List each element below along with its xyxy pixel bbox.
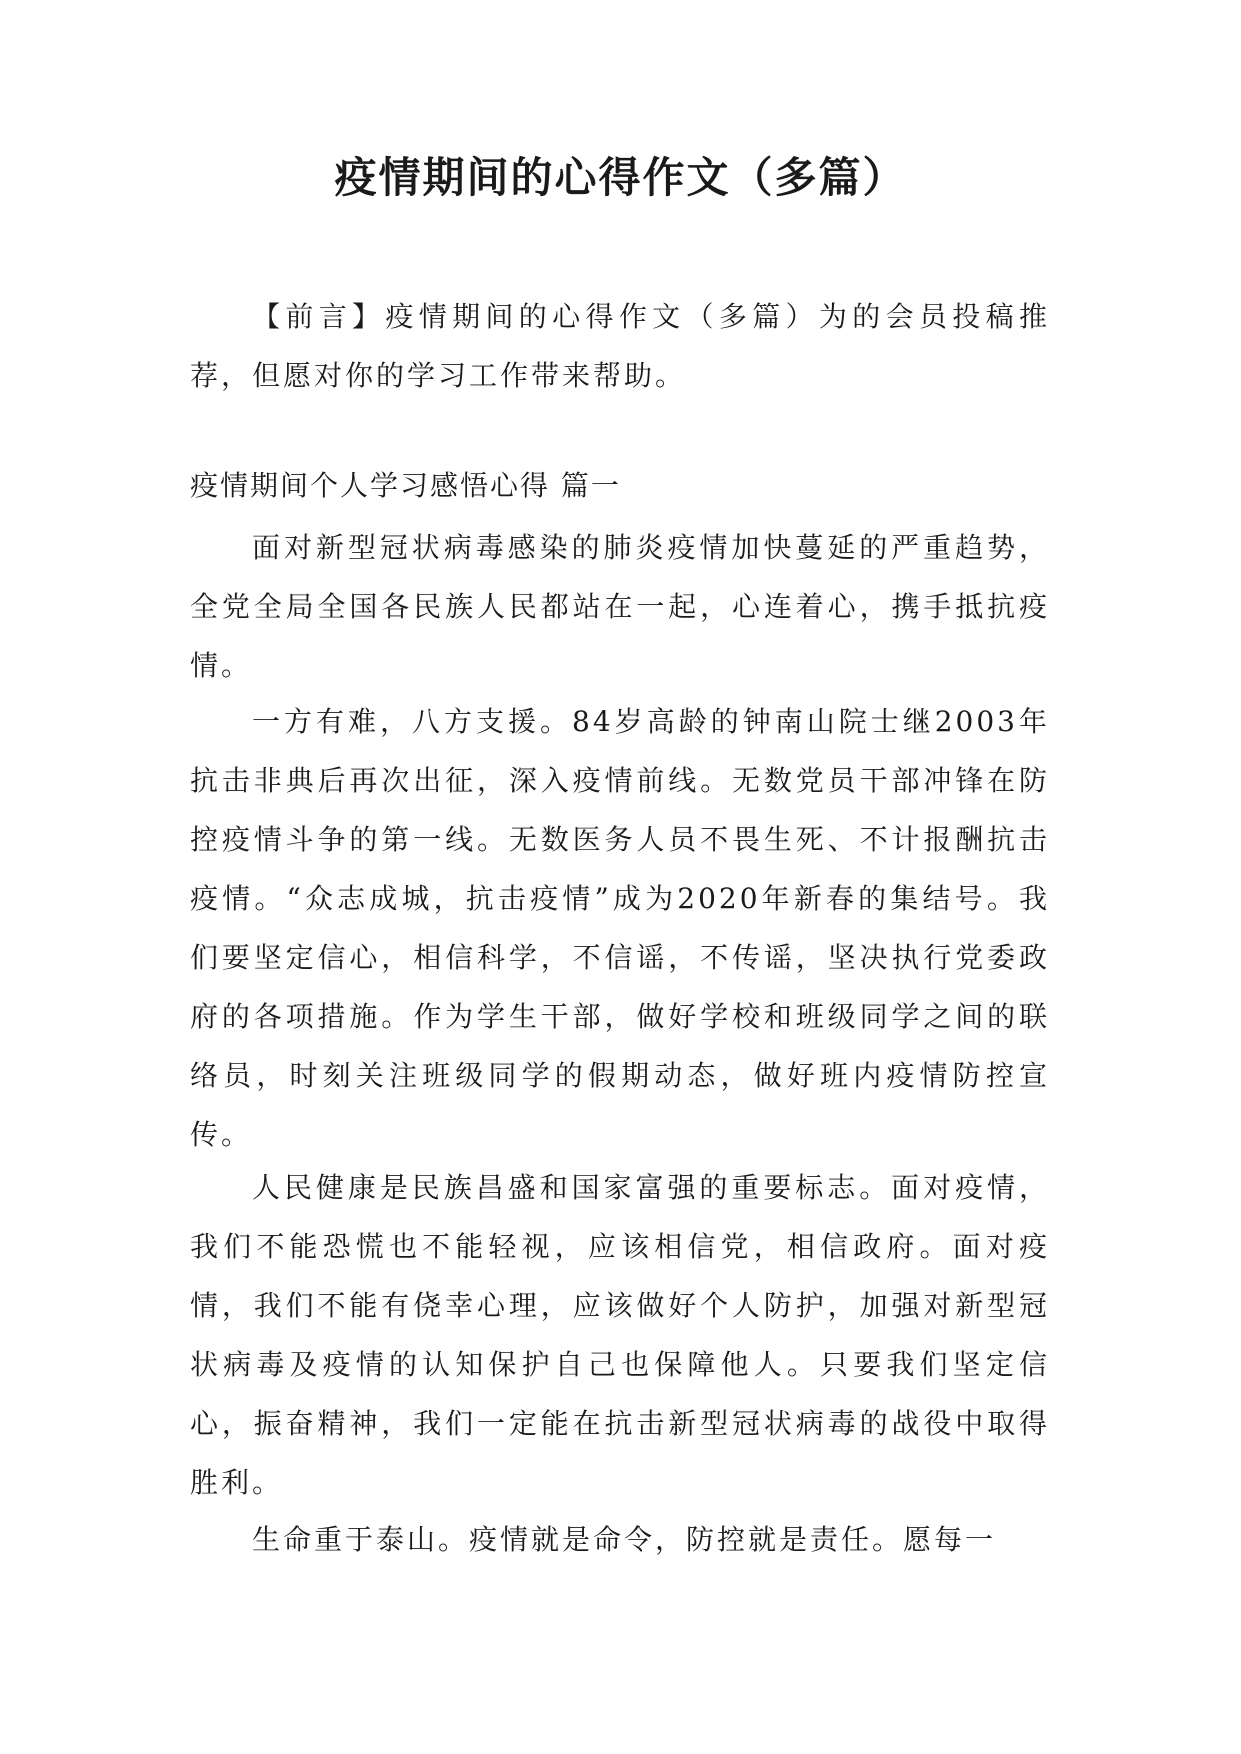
section-heading: 疫情期间个人学习感悟心得 篇一	[190, 469, 621, 502]
body-paragraph: 面对新型冠状病毒感染的肺炎疫情加快蔓延的严重趋势，全党全局全国各民族人民都站在一起，心连着心，携手抵抗疫情。	[190, 531, 1050, 682]
body-paragraph: 生命重于泰山。疫情就是命令，防控就是责任。愿每一	[252, 1523, 997, 1556]
preface-paragraph: 【前言】疫情期间的心得作文（多篇）为的会员投稿推荐，但愿对你的学习工作带来帮助。	[190, 300, 1050, 392]
body-paragraph: 人民健康是民族昌盛和国家富强的重要标志。面对疫情，我们不能恐慌也不能轻视，应该相信党，相信政府。面对疫情，我们不能有侥幸心理，应该做好个人防护，加强对新型冠状病毒及疫情的认知保护自己也保障他人。只要我们坚定信心，振奋精神，我们一定能在抗击新型冠状病毒的战役中取得胜利。	[190, 1171, 1050, 1499]
document-title: 疫情期间的心得作文（多篇）	[334, 153, 907, 202]
body-paragraph: 一方有难，八方支援。84岁高龄的钟南山院士继2003年抗击非典后再次出征，深入疫情前线。无数党员干部冲锋在防控疫情斗争的第一线。无数医务人员不畏生死、不计报酬抗击疫情。“众志成城，抗击疫情”成为2020年新春的集结号。我们要坚定信心，相信科学，不信谣，不传谣，坚决执行党委政府的各项措施。作为学生干部，做好学校和班级同学之间的联络员，时刻关注班级同学的假期动态，做好班内疫情防控宣传。	[190, 705, 1050, 1151]
